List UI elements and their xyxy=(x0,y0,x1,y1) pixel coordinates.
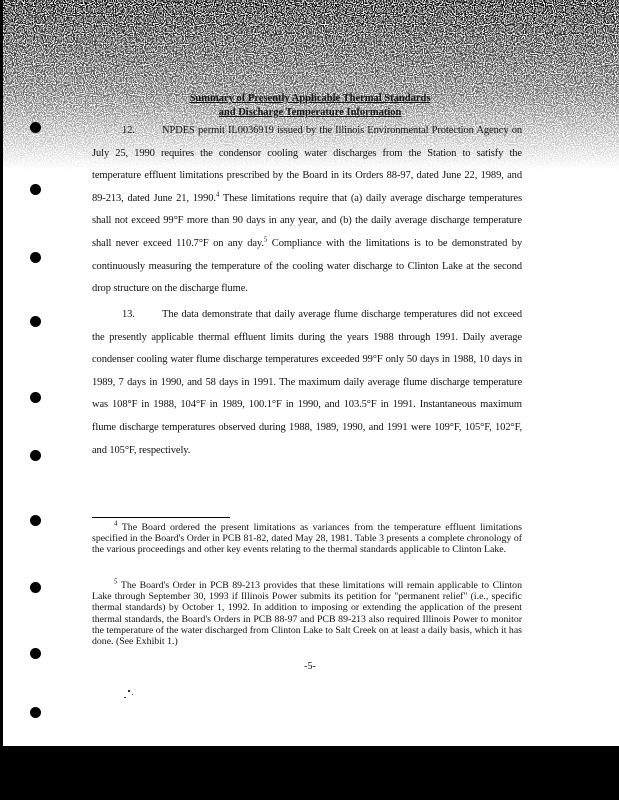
scan-speck xyxy=(124,697,126,698)
binder-hole xyxy=(30,582,41,593)
paragraph-text: The data demonstrate that daily average flume discharge temperatures did not exceed the presently applicable thermal effluent limits during the years 1988 through 1991. Daily average condenser cooling water flume discharge temperatures exceeded 99°F only 50 days in 1988, 10 days in 1989, 7 days in 1990, and 58 days in 1991. The maximum daily average flume discharge temperature was 108°F in 1988, 104°F in 1989, 100.1°F in 1990, and 103.5°F in 1991. Instantaneous maximum flume discharge temperatures observed during 1988, 1989, 1990, and 1991 were 109°F, 105°F, 102°F, and 105°F, respectively. xyxy=(92,309,522,456)
paragraph-number: 12. xyxy=(122,125,135,136)
binder-hole xyxy=(30,122,41,133)
paragraph-number: 13. xyxy=(122,309,135,320)
binder-hole xyxy=(30,316,41,327)
scan-left-edge xyxy=(0,0,3,800)
footnote-marker: 5 xyxy=(114,577,118,586)
binder-hole xyxy=(30,252,41,263)
binder-hole xyxy=(30,184,41,195)
paragraph-text: NPDES permit IL0036919 issued by the Illinois Environmental Protection Agency on July 25, 1990 requires the condensor cooling water discharges from the Station to satisfy the temperature effluent limitations prescribed by the Board in its Orders 88-97, dated June 22, 1989, and 89-213, dated June 21, 1990. xyxy=(92,125,522,204)
scan-bottom-edge xyxy=(0,746,619,800)
heading-line-2: and Discharge Temperature Information xyxy=(218,107,402,118)
footnote-ref: 4 xyxy=(215,190,220,199)
binder-hole xyxy=(30,450,41,461)
heading-line-1: Summary of Presently Applicable Thermal Standards xyxy=(189,93,431,104)
footnote-marker: 4 xyxy=(114,519,118,528)
paragraph-text: These limitations require that (a) daily average discharge temperatures shall not exceed 99°F more than 90 days in any year, and (b) the daily average discharge temperature shall never exceed 110.7°F on any day. xyxy=(92,192,522,249)
scan-speck xyxy=(132,694,133,695)
paragraph-13 xyxy=(92,304,522,462)
binder-hole xyxy=(30,392,41,403)
binder-hole xyxy=(30,648,41,659)
binder-hole xyxy=(30,707,41,718)
scan-speck xyxy=(128,690,130,692)
page-number: -5- xyxy=(304,661,316,672)
footnote-separator xyxy=(92,517,230,518)
footnote-4 xyxy=(92,519,522,556)
paragraph-12 xyxy=(92,120,522,301)
section-heading xyxy=(90,92,530,120)
binder-hole xyxy=(30,515,41,526)
footnote-ref: 5 xyxy=(263,235,268,244)
footnote-text: The Board's Order in PCB 89-213 provides that these limitations will remain applicable to Clinton Lake through September 30, 1993 if Illinois Power submits its petition for "permanent relief" (i.e., specific thermal standards) by October 1, 1992. In addition to imposing or extending the application of the present thermal standards, the Board's Orders in PCB 88-97 and PCB 89-213 also required Illinois Power to monitor the temperature of the water discharged from Clinton Lake to Salt Creek on at least a daily basis, which it has done. (See Exhibit 1.) xyxy=(92,580,522,648)
footnote-5 xyxy=(92,577,522,648)
footnote-text: The Board ordered the present limitations as variances from the temperature effluent limitations specified in the Board's Order in PCB 81-82, dated May 28, 1981. Table 3 presents a complete chronology of the various proceedings and other key events relating to the thermal standards applicable to Clinton Lake. xyxy=(92,522,522,556)
paragraph-text: Compliance with the limitations is to be demonstrated by continuously measuring the temperature of the cooling water discharge to Clinton Lake at the second drop structure on the discharge flume. xyxy=(92,237,522,295)
